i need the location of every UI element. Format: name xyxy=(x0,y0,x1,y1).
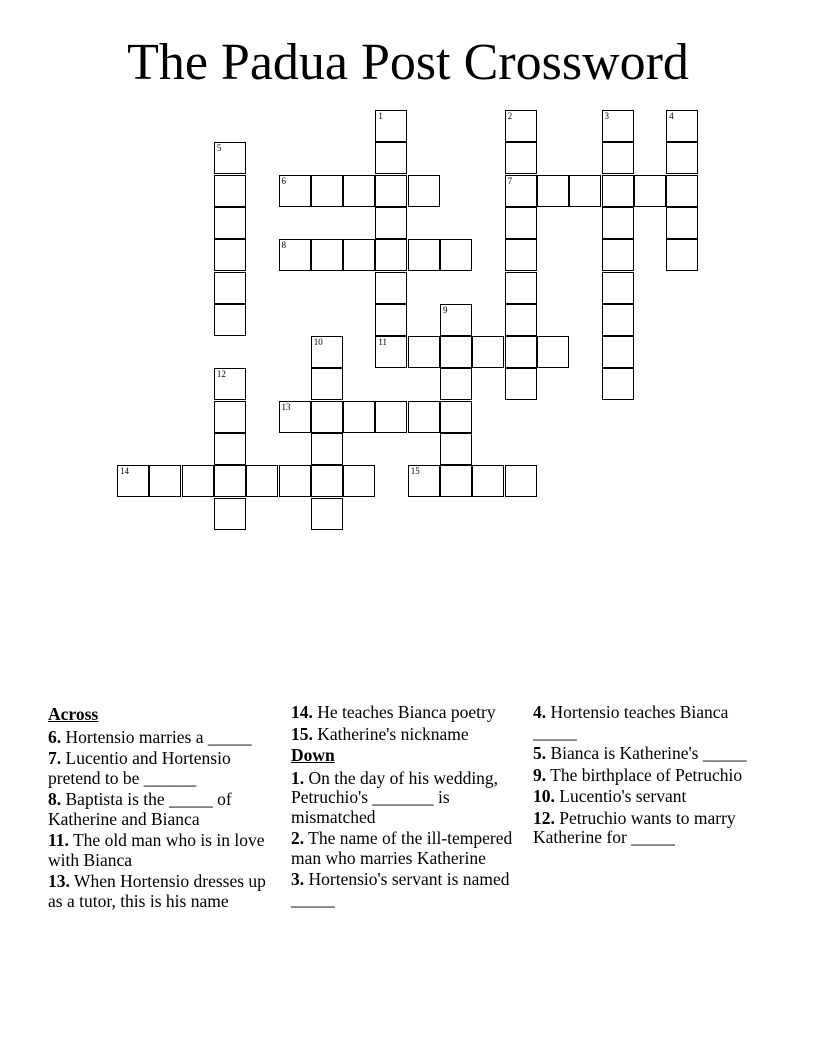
grid-cell[interactable] xyxy=(311,239,343,271)
grid-cell[interactable] xyxy=(440,368,472,400)
grid-cell[interactable] xyxy=(666,142,698,174)
grid-cell[interactable] xyxy=(149,465,181,497)
grid-cell[interactable] xyxy=(602,239,634,271)
clue-number: 13. xyxy=(48,871,70,891)
grid-cell[interactable] xyxy=(569,175,601,207)
grid-cell[interactable] xyxy=(214,207,246,239)
clue-number: 3 xyxy=(604,111,609,121)
clue xyxy=(291,703,523,723)
clue-number: 7. xyxy=(48,748,62,768)
grid-cell[interactable] xyxy=(311,368,343,400)
grid-cell[interactable] xyxy=(279,401,311,433)
clue-text: The birthplace of Petruchio xyxy=(546,764,743,785)
clue-number: 8 xyxy=(281,240,286,251)
grid-cell[interactable] xyxy=(602,304,634,336)
grid-cell[interactable] xyxy=(343,465,375,497)
grid-cell[interactable] xyxy=(311,465,343,497)
clue-text: Petruchio wants to marry Katherine for _____ xyxy=(533,807,736,847)
clue-number: 13 xyxy=(281,401,291,412)
grid-cell[interactable] xyxy=(602,175,634,207)
grid-cell[interactable] xyxy=(375,110,407,142)
grid-cell[interactable] xyxy=(408,175,440,207)
clue xyxy=(48,728,280,748)
clue xyxy=(48,872,280,911)
grid-cell[interactable] xyxy=(375,272,407,304)
grid-cell[interactable] xyxy=(472,465,504,497)
clue-number: 2 xyxy=(507,111,513,121)
grid-cell[interactable] xyxy=(440,433,472,465)
clue xyxy=(533,744,765,764)
grid-cell[interactable] xyxy=(505,368,537,400)
grid-cell[interactable] xyxy=(666,175,698,207)
clues-column-3 xyxy=(533,703,765,850)
clue-number: 2. xyxy=(291,828,305,848)
clue-number: 7 xyxy=(507,175,513,186)
clue-number: 12 xyxy=(216,369,226,380)
grid-cell[interactable] xyxy=(440,401,472,433)
clue xyxy=(291,725,523,745)
clues-column-2 xyxy=(291,703,523,911)
grid-cell[interactable] xyxy=(505,175,537,207)
grid-cell[interactable] xyxy=(602,336,634,368)
grid-cell[interactable] xyxy=(214,401,246,433)
page-title: The Padua Post Crossword xyxy=(127,34,689,91)
clue-text: Lucentio's servant xyxy=(554,786,687,806)
clue-number: 9 xyxy=(443,304,448,315)
grid-cell[interactable] xyxy=(279,465,311,497)
grid-cell[interactable] xyxy=(408,239,440,271)
clue-number: 3. xyxy=(291,869,305,889)
clue-text: Lucentio and Hortensio pretend to be ______ xyxy=(48,748,231,788)
grid-cell[interactable] xyxy=(408,465,440,497)
clue xyxy=(533,703,765,742)
grid-cell[interactable] xyxy=(505,272,537,304)
grid-cell[interactable] xyxy=(375,401,407,433)
grid-cell[interactable] xyxy=(214,368,246,400)
clue-number: 5. xyxy=(533,743,547,763)
grid-cell[interactable] xyxy=(505,336,537,368)
grid-cell[interactable] xyxy=(375,336,407,368)
grid-cell[interactable] xyxy=(602,272,634,304)
clue-number: 10. xyxy=(533,786,555,806)
clue-number: 9. xyxy=(533,764,547,785)
clue-text: He teaches Bianca poetry xyxy=(312,702,496,722)
grid-cell[interactable] xyxy=(311,498,343,530)
clue-number: 4. xyxy=(533,702,547,722)
grid-cell[interactable] xyxy=(666,207,698,239)
grid-cell[interactable] xyxy=(505,465,537,497)
grid-cell[interactable] xyxy=(311,175,343,207)
clues-column-1 xyxy=(48,703,280,913)
grid-cell[interactable] xyxy=(214,498,246,530)
grid-cell[interactable] xyxy=(343,401,375,433)
clue-number: 10 xyxy=(313,337,323,348)
clue-number: 15. xyxy=(291,723,313,744)
clue xyxy=(533,766,765,786)
grid-cell[interactable] xyxy=(279,175,311,207)
clue-number: 14. xyxy=(291,702,313,722)
grid-cell[interactable] xyxy=(182,465,214,497)
grid-cell[interactable] xyxy=(311,433,343,465)
section-heading: Across xyxy=(48,704,99,724)
grid-cell[interactable] xyxy=(343,239,375,271)
grid-cell[interactable] xyxy=(375,207,407,239)
clue-text: Hortensio's servant is named _____ xyxy=(291,869,510,909)
grid-cell[interactable] xyxy=(602,142,634,174)
clue-text: On the day of his wedding, Petruchio's _______ is mismatched xyxy=(291,767,499,827)
grid-cell[interactable] xyxy=(505,239,537,271)
grid-cell[interactable] xyxy=(214,433,246,465)
section-heading: Down xyxy=(291,745,335,765)
grid-cell[interactable] xyxy=(505,207,537,239)
grid-cell[interactable] xyxy=(602,207,634,239)
clue-number: 6. xyxy=(48,726,62,747)
clue-number: 11. xyxy=(48,830,69,850)
grid-cell[interactable] xyxy=(214,272,246,304)
clue-text: The name of the ill-tempered man who marries Katherine xyxy=(291,828,513,868)
grid-cell[interactable] xyxy=(375,239,407,271)
grid-cell[interactable] xyxy=(375,142,407,174)
grid-cell[interactable] xyxy=(440,465,472,497)
clue-number: 11 xyxy=(378,337,388,348)
grid-cell[interactable] xyxy=(214,239,246,271)
grid-cell[interactable] xyxy=(246,465,278,497)
grid-cell[interactable] xyxy=(634,175,666,207)
clue-number: 5 xyxy=(216,143,222,154)
clue-number: 1. xyxy=(291,767,305,788)
grid-cell[interactable] xyxy=(214,175,246,207)
grid-cell[interactable] xyxy=(375,304,407,336)
clue-text: Hortensio marries a _____ xyxy=(61,726,252,747)
grid-cell[interactable] xyxy=(214,304,246,336)
grid-cell[interactable] xyxy=(311,401,343,433)
grid-cell[interactable] xyxy=(214,465,246,497)
grid-cell[interactable] xyxy=(440,336,472,368)
clue-text: When Hortensio dresses up as a tutor, this is his name xyxy=(48,871,266,911)
grid-cell[interactable] xyxy=(537,336,569,368)
clue xyxy=(48,831,280,870)
clue-text: Katherine's nickname xyxy=(312,723,469,744)
clue xyxy=(291,769,523,828)
clue-number: 4 xyxy=(669,111,674,121)
clue-number: 8. xyxy=(48,789,62,809)
grid-cell[interactable] xyxy=(505,142,537,174)
clue xyxy=(48,790,280,829)
grid-cell[interactable] xyxy=(279,239,311,271)
grid-cell[interactable] xyxy=(505,304,537,336)
clue-number: 14 xyxy=(120,466,129,477)
clue-text: Bianca is Katherine's _____ xyxy=(546,743,747,763)
clue-number: 6 xyxy=(281,175,286,186)
clue xyxy=(533,787,765,807)
grid-cell[interactable] xyxy=(602,110,634,142)
clue-number: 12. xyxy=(533,807,555,828)
clue-number: 15 xyxy=(410,466,420,477)
clue-text: Hortensio teaches Bianca _____ xyxy=(533,702,729,742)
grid-cell[interactable] xyxy=(117,465,149,497)
grid-cell[interactable] xyxy=(343,175,375,207)
grid-cell[interactable] xyxy=(408,401,440,433)
grid-cell[interactable] xyxy=(375,175,407,207)
grid-cell[interactable] xyxy=(440,239,472,271)
grid-cell[interactable] xyxy=(311,336,343,368)
clue xyxy=(291,829,523,868)
grid-cell[interactable] xyxy=(602,368,634,400)
grid-cell[interactable] xyxy=(440,304,472,336)
grid-cell[interactable] xyxy=(408,336,440,368)
clue xyxy=(291,870,523,909)
clue-number: 1 xyxy=(378,111,383,121)
clue-text: The old man who is in love with Bianca xyxy=(48,830,265,870)
clue xyxy=(533,809,765,848)
grid-cell[interactable] xyxy=(505,110,537,142)
grid-cell[interactable] xyxy=(472,336,504,368)
grid-cell[interactable] xyxy=(214,142,246,174)
clue-text: Baptista is the _____ of Katherine and Bianca xyxy=(48,789,232,829)
clue xyxy=(48,749,280,788)
grid-cell[interactable] xyxy=(666,239,698,271)
grid-cell[interactable] xyxy=(666,110,698,142)
grid-cell[interactable] xyxy=(537,175,569,207)
